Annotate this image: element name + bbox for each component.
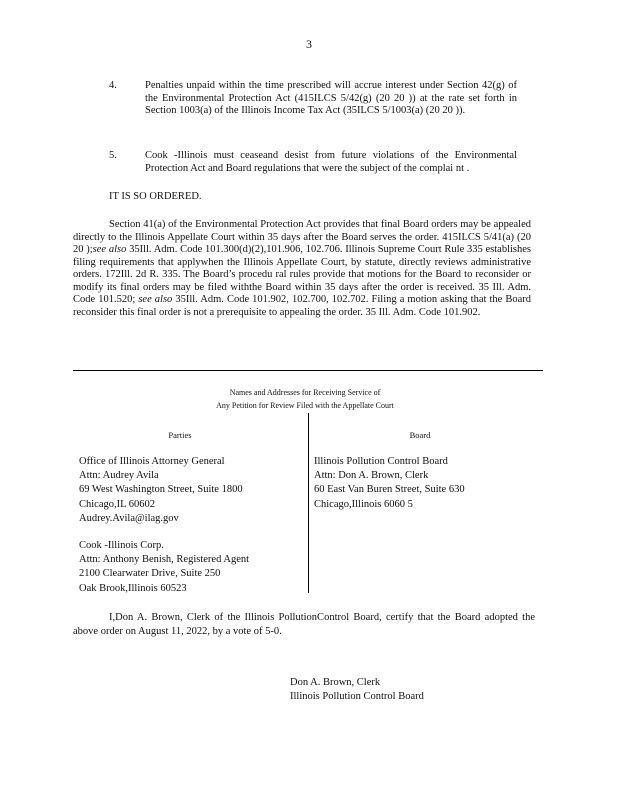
address-line: Cook -Illinois Corp. — [79, 540, 164, 551]
appeal-text-3: 35Ill. Adm. Code 101.902, 102.700, 102.702. Filing a motion asking that the Board reconsider this final order is not a prerequisite to appealing the order. 35 Ill. Adm. Code 101.902. — [73, 294, 531, 318]
page-number: 3 — [306, 37, 312, 51]
item-number-4: 4. — [109, 80, 117, 91]
party-cook-illinois — [79, 539, 249, 596]
appeal-paragraph — [73, 219, 531, 319]
board-label: Board — [409, 430, 431, 440]
appeal-text-1: Section 41(a) of the Environmental Protection Act provides that final Board orders may be appealed directly to the Illinois Appellate Court within 35 days after the Board serves the order. 415ILCS 5/41(a) (20 20 ); — [73, 219, 531, 255]
column-divider — [308, 413, 309, 593]
address-line: Office of Illinois Attorney General — [79, 456, 225, 467]
address-line: Illinois Pollution Control Board — [314, 456, 448, 467]
service-heading-line1: Names and Addresses for Receiving Service of — [229, 388, 381, 397]
see-also-2: see also — [138, 294, 173, 305]
address-line: Chicago,IL 60602 — [79, 498, 156, 510]
section-divider — [73, 370, 543, 371]
item-number-5: 5. — [109, 150, 117, 161]
address-line: 2100 Clearwater Drive, Suite 250 — [79, 568, 221, 580]
parties-label: Parties — [168, 430, 192, 440]
signature-name: Don A. Brown, Clerk — [290, 677, 381, 688]
email-link[interactable]: Audrey.Avila@ilag.gov — [79, 512, 179, 524]
address-line: Attn: Audrey Avila — [79, 470, 159, 482]
appeal-text-2: 35Ill. Adm. Code 101.300(d)(2),101.906, 102.706. Illinois Supreme Court Rule 335 establishes filing requirements that applywhen the Illinois Appellate Court, by statute, directly reviews administrative orders. 172Ill. 2d R. 335. The Board’s procedu ral rules provide that motions for the Board to reconsider or modify its final orders may be filed withthe Board within 35 days after the order is received. 35 Ill. Adm. Code 101.520; — [73, 244, 531, 305]
address-line: Attn: Anthony Benish, Registered Agent — [79, 554, 250, 566]
board-address — [314, 455, 465, 512]
address-line: Oak Brook,Illinois 60523 — [79, 582, 187, 594]
address-line: Attn: Don A. Brown, Clerk — [314, 470, 429, 482]
address-line: 69 West Washington Street, Suite 1800 — [79, 484, 243, 496]
service-heading-line2: Any Petition for Review Filed with the Appellate Court — [216, 401, 394, 410]
see-also-1: see also — [92, 244, 127, 255]
item-text-4: Penalties unpaid within the time prescribed will accrue interest under Section 42(g) of the Environmental Protection Act (415ILCS 5/42(g) (20 20 )) at the rate set forth in Section 1003(a) of the Illinois Income Tax Act (35ILCS 5/1003(a) (20 20 )). — [145, 80, 517, 116]
address-line: 60 East Van Buren Street, Suite 630 — [314, 484, 465, 496]
so-ordered: IT IS SO ORDERED. — [109, 191, 202, 202]
party-attorney-general — [79, 455, 243, 526]
signature-title: Illinois Pollution Control Board — [290, 691, 424, 702]
item-text-5: Cook -Illinois must ceaseand desist from future violations of the Environmental Protection Act and Board regulations that were the subject of the complai nt . — [145, 150, 517, 174]
certification: I,Don A. Brown, Clerk of the Illinois PollutionControl Board, certify that the Board adopted the above order on August 11, 2022, by a vote of 5-0. — [73, 612, 535, 637]
address-line: Chicago,Illinois 6060 5 — [314, 498, 413, 510]
